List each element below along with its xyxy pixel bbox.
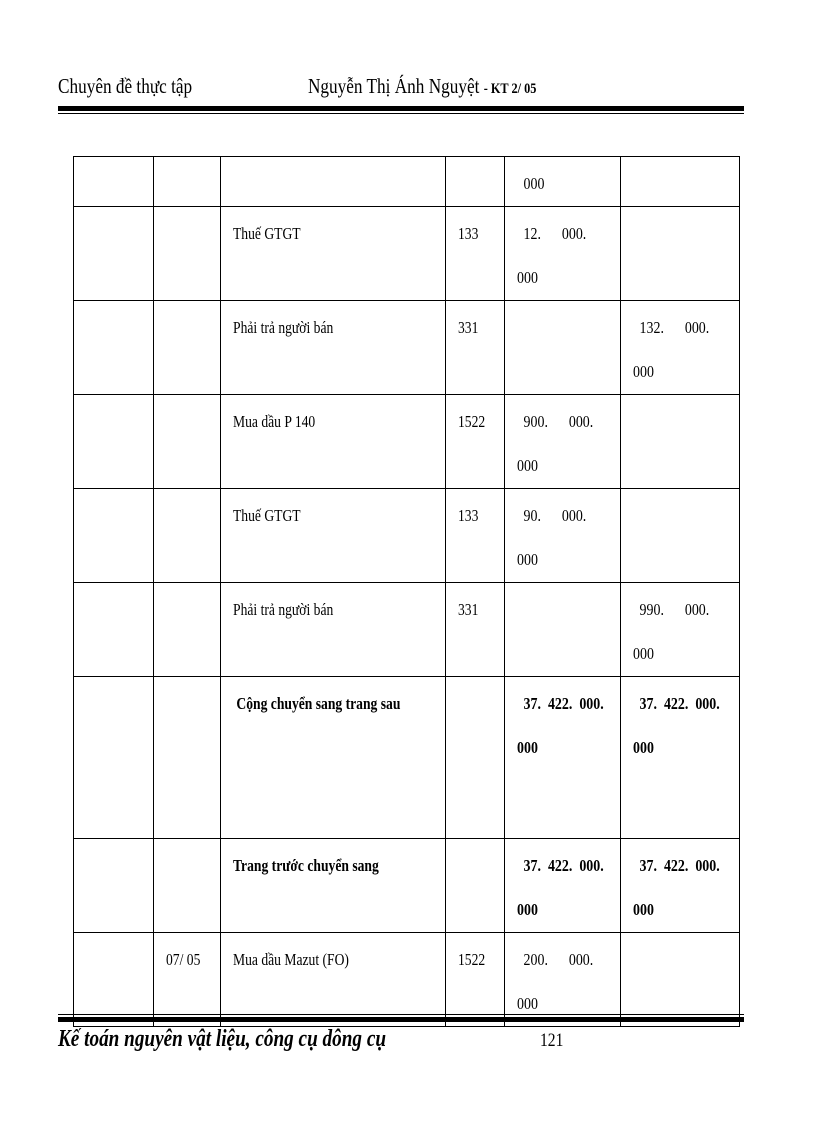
cell-debit <box>505 395 621 489</box>
cell-date <box>74 839 154 933</box>
cell-description <box>221 583 446 677</box>
table-row <box>74 583 740 677</box>
cell-credit <box>621 933 740 1027</box>
cell-description-text: Thuế GTGT <box>233 224 301 243</box>
cell-credit-line: 132. 000. <box>639 318 710 337</box>
cell-date <box>74 207 154 301</box>
cell-account <box>446 207 505 301</box>
header-author: Nguyễn Thị Ánh Nguyệt <box>308 74 480 98</box>
cell-debit-line: 000 <box>517 456 538 475</box>
cell-debit <box>505 157 621 207</box>
cell-voucher-no <box>154 301 221 395</box>
cell-description <box>221 301 446 395</box>
cell-description-text: Cộng chuyển sang trang sau <box>233 694 401 713</box>
header-topic: Chuyên đề thực tập <box>58 74 193 98</box>
cell-voucher-no <box>154 157 221 207</box>
cell-debit-line: 000 <box>517 550 538 569</box>
cell-voucher-no <box>154 489 221 583</box>
cell-debit-line: 000 <box>517 738 538 757</box>
cell-description-text: Mua dầu Mazut (FO) <box>233 950 349 969</box>
header-author-line <box>308 74 536 99</box>
cell-description-text: Phải trả người bán <box>233 600 334 619</box>
cell-account <box>446 933 505 1027</box>
cell-voucher-no <box>154 207 221 301</box>
cell-account-text: 1522 <box>458 412 486 431</box>
page-number: 121 <box>540 1030 564 1051</box>
cell-description <box>221 157 446 207</box>
cell-debit <box>505 839 621 933</box>
cell-voucher-no-text: 07/ 05 <box>166 950 201 969</box>
footer-rule-thick <box>58 1017 744 1022</box>
cell-voucher-no <box>154 395 221 489</box>
cell-debit <box>505 933 621 1027</box>
header-rule-thin <box>58 113 744 114</box>
cell-credit-line: 000 <box>633 738 654 757</box>
footer-title: Kế toán nguyên vật liệu, công cụ dông cụ <box>58 1026 387 1052</box>
cell-description-text: Thuế GTGT <box>233 506 301 525</box>
cell-debit-line: 000 <box>517 268 538 287</box>
cell-account-text: 133 <box>458 224 479 243</box>
cell-credit <box>621 157 740 207</box>
cell-account-text: 1522 <box>458 950 486 969</box>
cell-account-text: 133 <box>458 506 479 525</box>
cell-debit-line: 000 <box>517 900 538 919</box>
header-class-code: - KT 2/ 05 <box>483 81 537 97</box>
cell-date <box>74 157 154 207</box>
table-row <box>74 395 740 489</box>
cell-account <box>446 395 505 489</box>
cell-description <box>221 933 446 1027</box>
cell-credit <box>621 395 740 489</box>
cell-account <box>446 157 505 207</box>
table-row <box>74 207 740 301</box>
page-header <box>58 74 744 104</box>
cell-debit-line: 000 <box>517 994 538 1013</box>
cell-date <box>74 677 154 839</box>
cell-debit <box>505 583 621 677</box>
cell-credit <box>621 583 740 677</box>
cell-credit <box>621 489 740 583</box>
cell-credit-line: 990. 000. <box>639 600 710 619</box>
ledger-table <box>73 156 740 1027</box>
cell-account <box>446 677 505 839</box>
cell-description <box>221 395 446 489</box>
cell-debit-line: 37. 422. 000. <box>523 856 604 875</box>
cell-date <box>74 301 154 395</box>
cell-debit <box>505 301 621 395</box>
cell-description <box>221 839 446 933</box>
cell-credit <box>621 839 740 933</box>
cell-credit <box>621 301 740 395</box>
cell-voucher-no <box>154 933 221 1027</box>
cell-debit-line: 37. 422. 000. <box>523 694 604 713</box>
cell-debit-line: 200. 000. <box>523 950 594 969</box>
cell-date <box>74 489 154 583</box>
table-row <box>74 489 740 583</box>
cell-debit-line: 900. 000. <box>523 412 594 431</box>
table-row <box>74 301 740 395</box>
cell-account <box>446 489 505 583</box>
cell-credit <box>621 207 740 301</box>
cell-credit-line: 000 <box>633 900 654 919</box>
header-rule-thick <box>58 106 744 111</box>
cell-voucher-no <box>154 677 221 839</box>
cell-description <box>221 207 446 301</box>
cell-credit-line: 37. 422. 000. <box>639 694 720 713</box>
cell-description <box>221 677 446 839</box>
table-row <box>74 157 740 207</box>
table-row <box>74 933 740 1027</box>
footer-rule-thin <box>58 1014 744 1015</box>
cell-date <box>74 583 154 677</box>
cell-debit-line: 90. 000. <box>523 506 587 525</box>
cell-credit-line: 000 <box>633 644 654 663</box>
table-row <box>74 677 740 839</box>
cell-debit-line: 12. 000. <box>523 224 587 243</box>
cell-debit <box>505 677 621 839</box>
cell-description-text: Mua dầu P 140 <box>233 412 316 431</box>
cell-voucher-no <box>154 583 221 677</box>
cell-date <box>74 395 154 489</box>
cell-debit <box>505 207 621 301</box>
cell-description <box>221 489 446 583</box>
table-row <box>74 839 740 933</box>
cell-date <box>74 933 154 1027</box>
cell-debit-line: 000 <box>523 174 545 193</box>
cell-description-text: Phải trả người bán <box>233 318 334 337</box>
cell-account <box>446 583 505 677</box>
cell-account <box>446 301 505 395</box>
cell-account-text: 331 <box>458 600 479 619</box>
cell-account <box>446 839 505 933</box>
cell-debit <box>505 489 621 583</box>
cell-credit-line: 000 <box>633 362 654 381</box>
cell-description-text: Trang trước chuyển sang <box>233 856 379 875</box>
cell-credit-line: 37. 422. 000. <box>639 856 720 875</box>
cell-account-text: 331 <box>458 318 479 337</box>
cell-credit <box>621 677 740 839</box>
cell-voucher-no <box>154 839 221 933</box>
